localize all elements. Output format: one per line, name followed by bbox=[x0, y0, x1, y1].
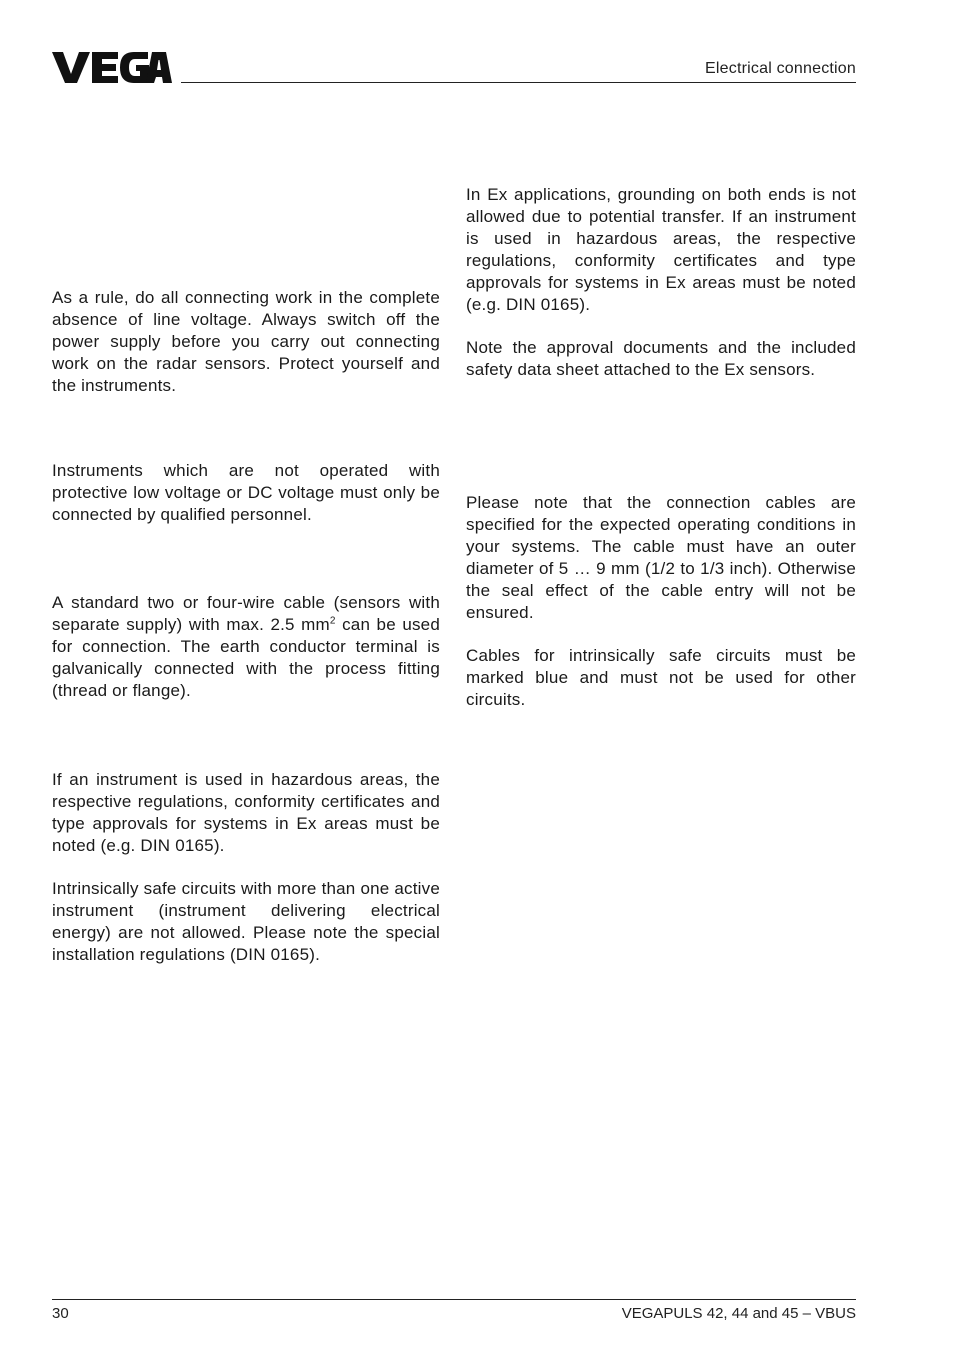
left-paragraph: If an instrument is used in hazardous areas, the respective regulations, conformity certificates and type approvals for systems in Ex areas must be noted (e.g. DIN 0165). bbox=[52, 770, 440, 855]
right-para-3-block bbox=[466, 492, 856, 624]
left-para-2-block bbox=[52, 460, 440, 526]
right-paragraph: Note the approval documents and the included safety data sheet attached to the Ex sensors. bbox=[466, 338, 856, 379]
left-paragraph: Intrinsically safe circuits with more than one active instrument (instrument delivering electrical energy) are not allowed. Please note the special installation regulations (DIN 0165). bbox=[52, 879, 440, 964]
left-paragraph: As a rule, do all connecting work in the complete absence of line voltage. Always switch off the power supply before you carry out connecting work on the radar sensors. Protect yourself and the instruments. bbox=[52, 288, 440, 395]
page-number: 30 bbox=[52, 1305, 69, 1322]
left-para-5-block bbox=[52, 878, 440, 966]
superscript: 2 bbox=[329, 615, 336, 627]
header-divider bbox=[181, 82, 856, 83]
footer-divider bbox=[52, 1299, 856, 1300]
left-para-1-block bbox=[52, 287, 440, 397]
left-para-4-block bbox=[52, 769, 440, 857]
right-para-2-block bbox=[466, 337, 856, 381]
right-paragraph: In Ex applications, grounding on both ends is not allowed due to potential transfer. If an instrument is used in hazardous areas, the respective regulations, conformity certificates and type approvals for systems in Ex areas must be noted (e.g. DIN 0165). bbox=[466, 185, 856, 314]
section-title: Electrical connection bbox=[705, 60, 856, 77]
document-title: VEGAPULS 42, 44 and 45 – VBUS bbox=[621, 1305, 856, 1322]
left-paragraph-cable bbox=[52, 592, 440, 702]
text-run: A standard two or four-wire cable (sensors with separate supply) with max. 2.5 mm bbox=[52, 593, 440, 634]
right-para-1-block bbox=[466, 184, 856, 316]
left-paragraph: Instruments which are not operated with protective low voltage or DC voltage must only be connected by qualified personnel. bbox=[52, 461, 440, 524]
right-paragraph: Cables for intrinsically safe circuits must be marked blue and must not be used for other circuits. bbox=[466, 646, 856, 709]
vega-logo-icon bbox=[52, 50, 172, 84]
left-para-3-block bbox=[52, 592, 440, 702]
right-paragraph: Please note that the connection cables are specified for the expected operating conditions in your systems. The cable must have an outer diameter of 5 … 9 mm (1/2 to 1/3 inch). Otherwise the seal effect of the cable entry will not be ensured. bbox=[466, 493, 856, 622]
right-para-4-block bbox=[466, 645, 856, 711]
text-run: can be used for connection. The earth conductor terminal is galvanically connected with the process fitting (thread or flange). bbox=[52, 615, 440, 700]
